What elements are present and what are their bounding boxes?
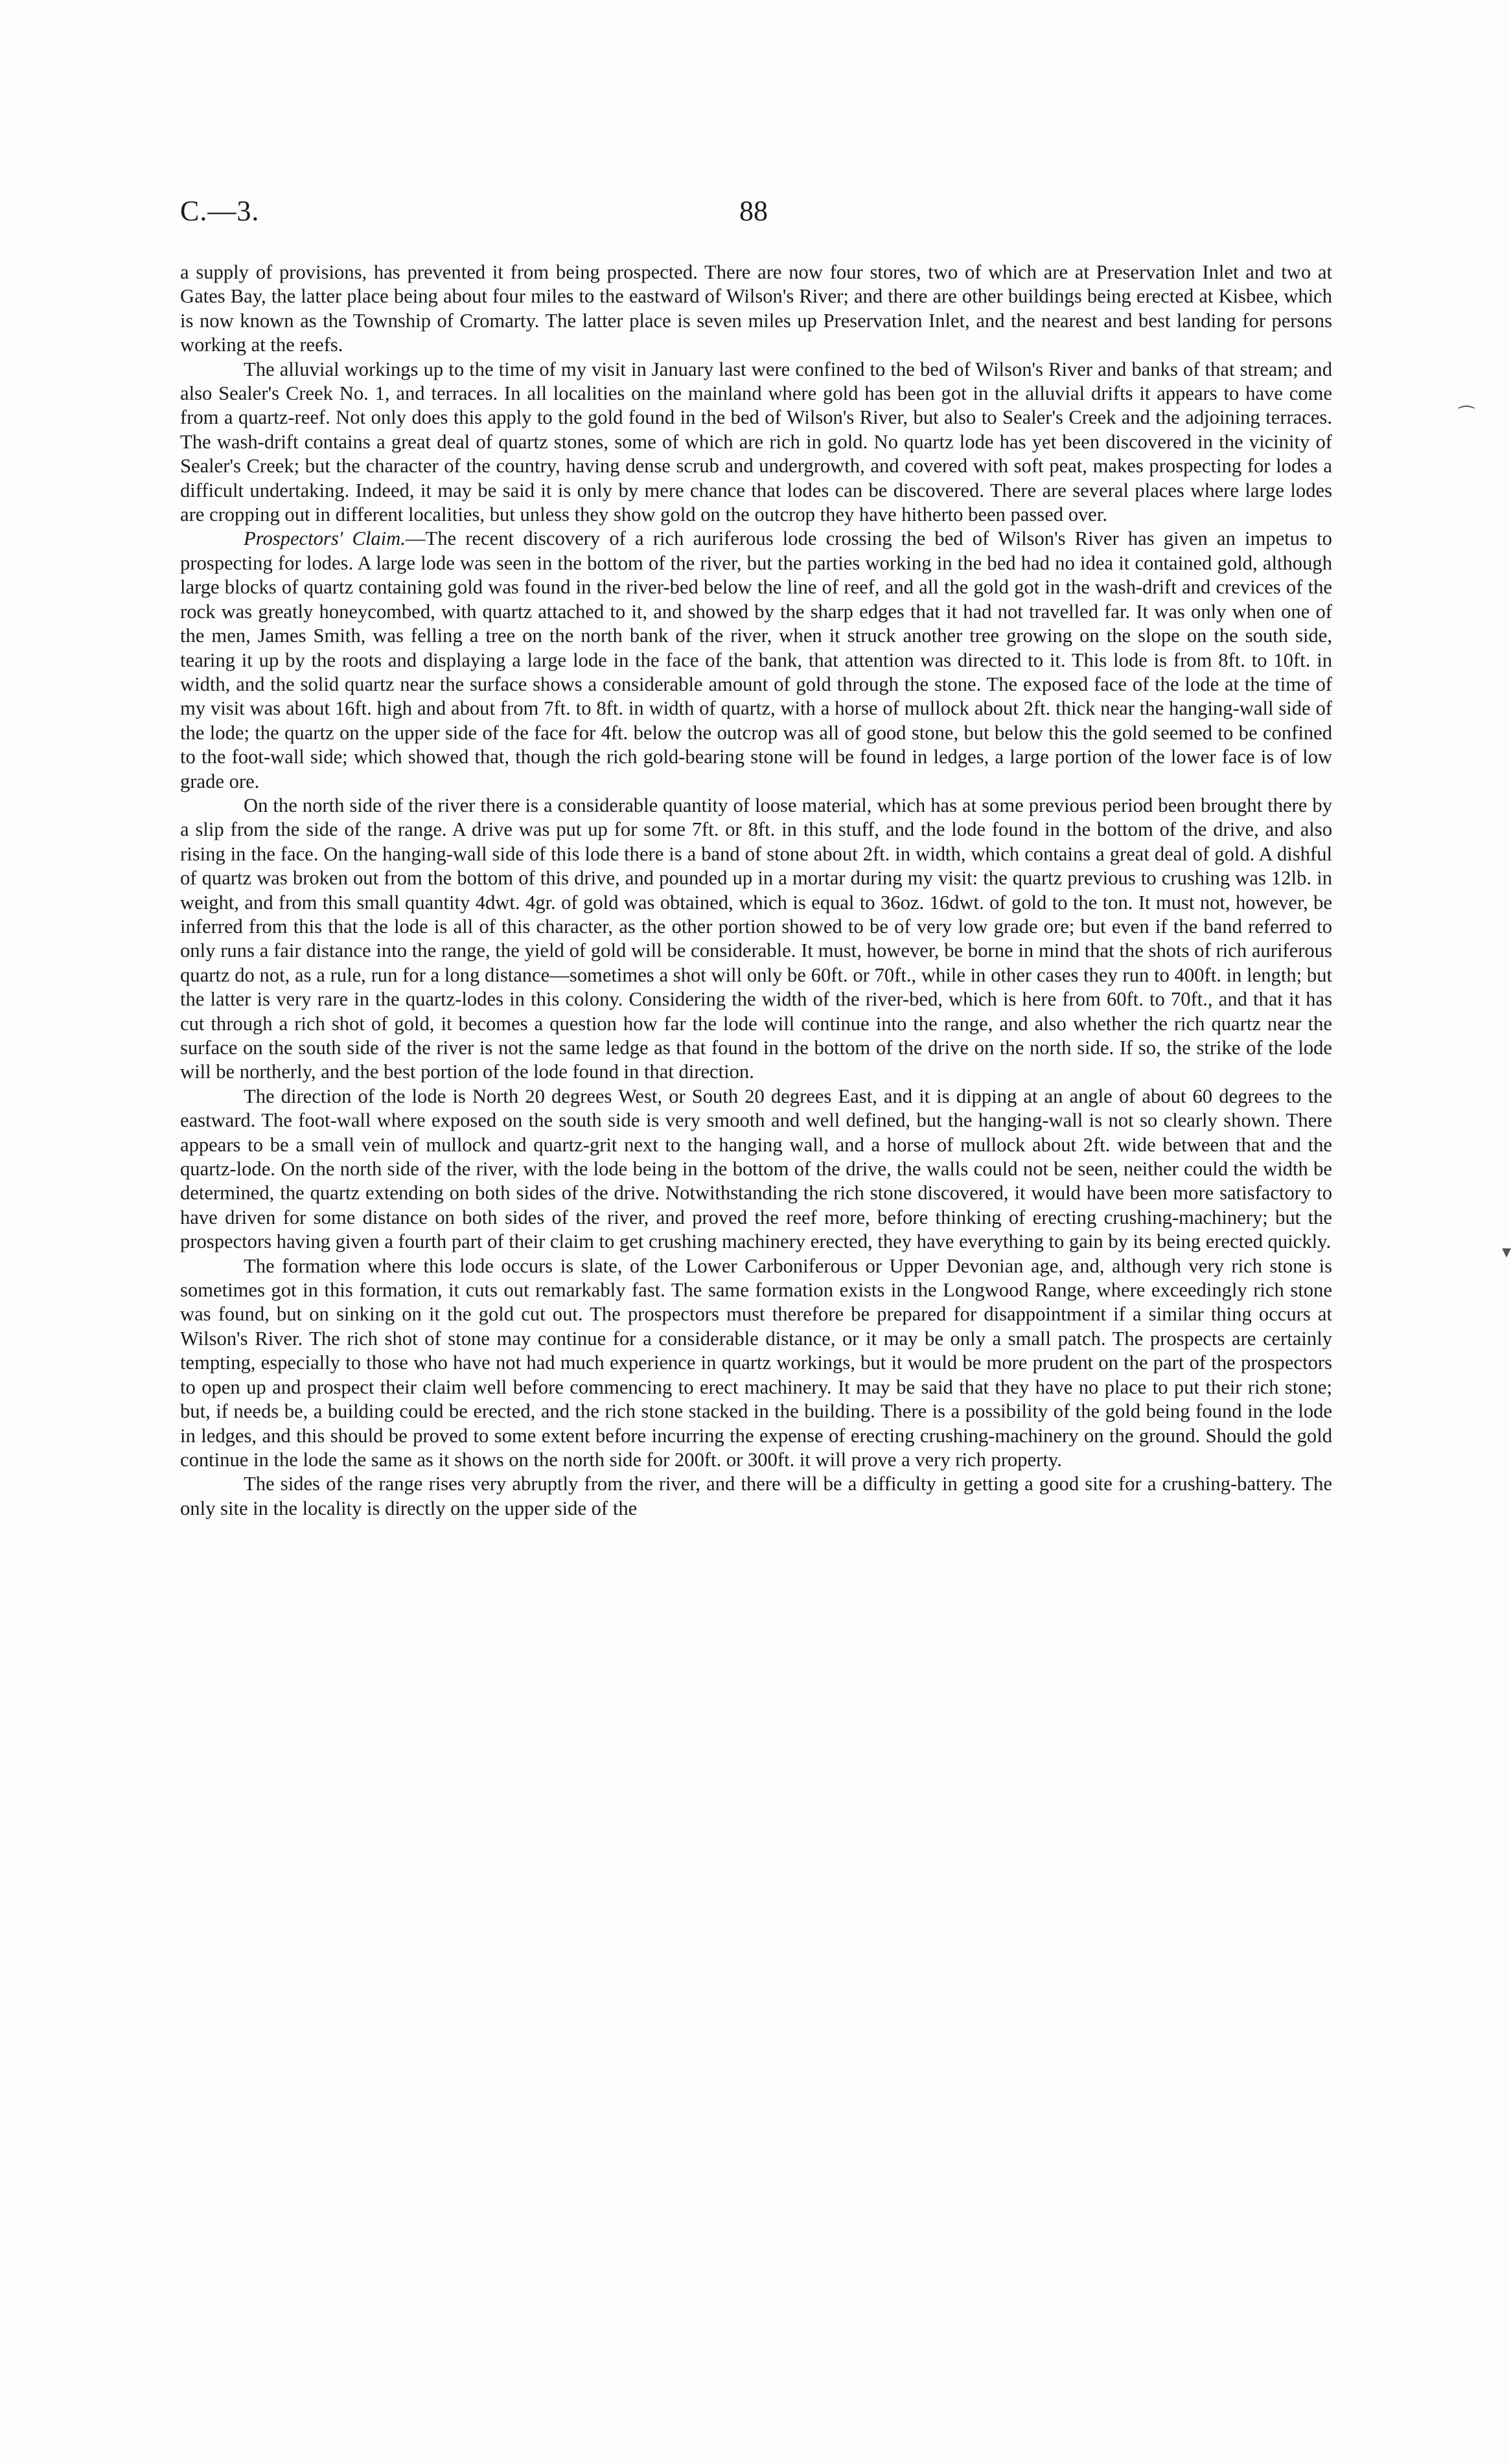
margin-mark: ⁔ — [1459, 387, 1474, 409]
paragraph-prospectors-claim-text: —The recent discovery of a rich auriferous lode crossing the bed of Wilson's River has given an impetus to prospecting for lodes. A large lode was seen in the bottom of the river, but the parties working in the bed had no idea it contained gold, although large blocks of quartz containing gold was found in the river-bed below the line of reef, and all the gold got in the wash-drift and crevices of the rock was greatly honeycombed, with quartz attached to it, and showed by the sharp edges that it had not travelled far. It was only when one of the men, James Smith, was felling a tree on the north bank of the river, when it struck another tree growing on the slope on the south side, tearing it up by the roots and displaying a large lode in the face of the bank, that attention was directed to it. This lode is from 8ft. to 10ft. in width, and the solid quartz near the surface shows a considerable amount of gold through the stone. The exposed face of the lode at the time of my visit was about 16ft. high and about from 7ft. to 8ft. in width of quartz, with a horse of mullock about 2ft. thick near the hanging-wall side of the lode; the quartz on the upper side of the face for 4ft. below the outcrop was all of good stone, but below this the gold seemed to be confined to the foot-wall side; which showed that, though the rich gold-bearing stone will be found in ledges, a large portion of the lower face is of low grade ore. — [180, 527, 1332, 792]
paragraph-lode-direction: The direction of the lode is North 20 degrees West, or South 20 degrees East, and it is dipping at an angle of about 60 degrees to the eastward. The foot-wall where exposed on the south side is very smooth and well defined, but the hanging-wall is not so clearly shown. There appears to be a small vein of mullock and quartz-grit next to the hanging wall, and a horse of mullock about 2ft. wide between that and the quartz-lode. On the north side of the river, with the lode being in the bottom of the drive, the walls could not be seen, neither could the width be determined, the quartz extending on both sides of the drive. Notwithstanding the rich stone discovered, it would have been more satisfactory to have driven for some distance on both sides of the river, and proved the reef more, before thinking of erecting crushing-machinery; but the prospectors having given a fourth part of their claim to get crushing machinery erected, they have everything to gain by its being erected quickly. — [180, 1085, 1332, 1253]
page-header — [180, 194, 1332, 240]
paragraph-alluvial-workings: The alluvial workings up to the time of my visit in January last were confined to the bed of Wilson's River and banks of that stream; and also Sealer's Creek No. 1, and terraces. In all localities on the mainland where gold has been got in the alluvial drifts it appears to have come from a quartz-reef. Not only does this apply to the gold found in the bed of Wilson's River, but also to Sealer's Creek and the adjoining terraces. The wash-drift contains a great deal of quartz stones, some of which are rich in gold. No quartz lode has yet been discovered in the vicinity of Sealer's Creek; but the character of the country, having dense scrub and undergrowth, and covered with soft peat, makes prospecting for lodes a difficult undertaking. Indeed, it may be said it is only by mere chance that lodes can be discovered. There are several places where large lodes are cropping out in different localities, but unless they show gold on the outcrop they have hitherto been passed over. — [180, 358, 1332, 526]
paragraph-north-side: On the north side of the river there is a considerable quantity of loose material, which has at some previous period been brought there by a slip from the side of the range. A drive was put up for some 7ft. or 8ft. in this stuff, and the lode found in the bottom of the drive, and also rising in the face. On the hanging-wall side of this lode there is a band of stone about 2ft. in width, which contains a great deal of gold. A dishful of quartz was broken out from the bottom of this drive, and pounded up in a mortar during my visit: the quartz previous to crushing was 12lb. in weight, and from this small quantity 4dwt. 4gr. of gold was obtained, which is equal to 36oz. 16dwt. of gold to the ton. It must not, however, be inferred from this that the lode is all of this character, as the other portion showed to be of very low grade ore; but even if the band referred to only runs a fair distance into the range, the yield of gold will be considerable. It must, however, be borne in mind that the shots of rich auriferous quartz do not, as a rule, run for a long distance—sometimes a shot will only be 60ft. or 70ft., while in other cases they run to 400ft. in length; but the latter is very rare in the quartz-lodes in this colony. Considering the width of the river-bed, which is here from 60ft. to 70ft., and that it has cut through a rich shot of gold, it becomes a question how far the lode will continue into the range, and also whether the rich quartz near the surface on the south side of the river is not the same ledge as that found in the bottom of the drive on the north side. If so, the strike of the lode will be northerly, and the best portion of the lode found in that direction. — [180, 794, 1332, 1083]
paragraph-continuation: a supply of provisions, has prevented it from being prospected. There are now four stores, two of which are at Preservation Inlet and two at Gates Bay, the latter place being about four miles to the eastward of Wilson's River; and there are other buildings being erected at Kisbee, which is now known as the Township of Cromarty. The latter place is seven miles up Preservation Inlet, and the nearest and best landing for persons working at the reefs. — [180, 261, 1332, 356]
paragraph-range-sides: The sides of the range rises very abruptly from the river, and there will be a difficulty in getting a good site for a crushing-battery. The only site in the locality is directly on the upper side of the — [180, 1473, 1332, 1519]
document-reference: C.—3. — [180, 195, 260, 227]
margin-mark: ▾ — [1502, 1241, 1511, 1262]
page-number: 88 — [739, 195, 768, 227]
body-text — [180, 260, 1332, 1521]
section-lead-in: Prospectors' Claim. — [244, 527, 406, 550]
paragraph-formation: The formation where this lode occurs is slate, of the Lower Carboniferous or Upper Devonian age, and, although very rich stone is sometimes got in this formation, it cuts out remarkably fast. The same formation exists in the Longwood Range, where exceedingly rich stone was found, but on sinking on it the gold cut out. The prospectors must therefore be prepared for disappointment if a similar thing occurs at Wilson's River. The rich shot of stone may continue for a considerable distance, or it may be only a small patch. The prospects are certainly tempting, especially to those who have not had much experience in quartz workings, but it would be more prudent on the part of the prospectors to open up and prospect their claim well before commencing to erect machinery. It may be said that they have no place to put their rich stone; but, if needs be, a building could be erected, and the rich stone stacked in the building. There is a possibility of the gold being found in the lode in ledges, and this should be proved to some extent before incurring the expense of erecting crushing-machinery on the ground. Should the gold continue in the lode the same as it shows on the north side for 200ft. or 300ft. it will prove a very rich property. — [180, 1254, 1332, 1471]
paragraph-prospectors-claim — [180, 527, 1332, 793]
